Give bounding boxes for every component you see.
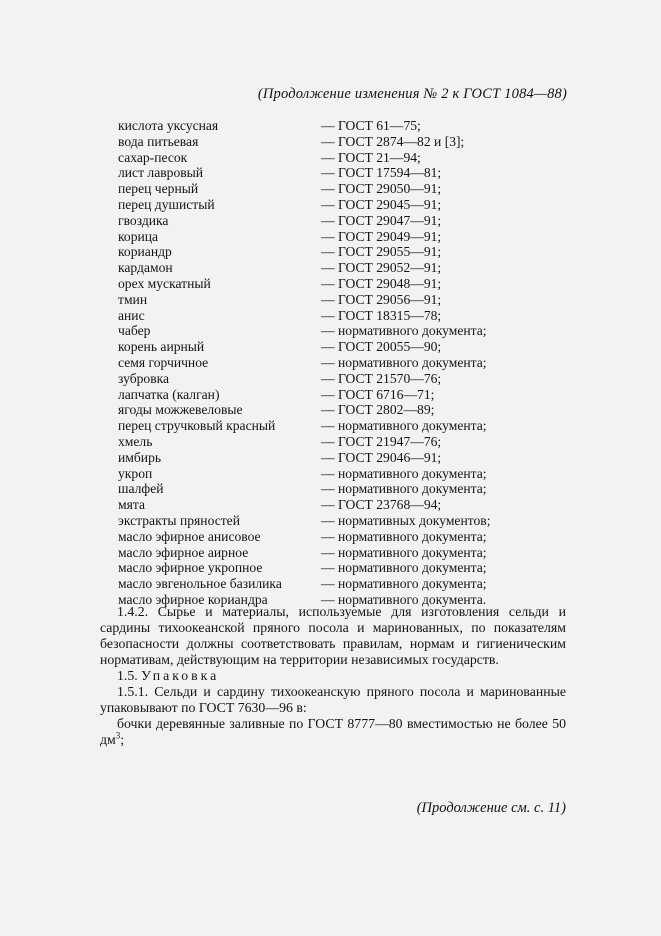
item-name: экстракты пряностей [118,512,240,528]
item-reference: — нормативного документа; [321,544,487,560]
barrels-text: бочки деревянные заливные по ГОСТ 8777—80 вместимостью не более 50 дм [100,716,566,747]
item-reference: — нормативного документа; [321,528,487,544]
item-reference: — ГОСТ 2802—89; [321,402,435,418]
item-reference: — ГОСТ 29049—91; [321,228,442,244]
list-item [118,497,578,513]
list-item [118,276,578,292]
list-item [118,450,578,466]
list-item [118,292,578,308]
item-name: мята [118,497,145,513]
list-item [118,197,578,213]
paragraph-barrels [100,716,566,748]
list-item [118,466,578,482]
list-item [118,260,578,276]
item-name: орех мускатный [118,275,211,291]
section-number: 1.5. [117,668,138,683]
item-name: корень аирный [118,339,205,355]
item-reference: — ГОСТ 29045—91; [321,196,442,212]
item-reference: — нормативного документа; [321,576,487,592]
item-reference: — ГОСТ 29050—91; [321,181,442,197]
materials-list [118,118,578,608]
item-reference: — ГОСТ 29046—91; [321,449,442,465]
list-item [118,181,578,197]
item-name: ягоды можжевеловые [118,402,243,418]
list-item [118,418,578,434]
item-reference: — ГОСТ 2874—82 и [3]; [321,133,465,149]
item-name: шалфей [118,481,164,497]
list-item [118,529,578,545]
item-reference: — ГОСТ 21947—76; [321,433,442,449]
item-reference: — нормативных документов; [321,512,491,528]
list-item [118,371,578,387]
item-name: кориандр [118,244,172,260]
list-item [118,118,578,134]
list-item [118,150,578,166]
item-reference: — нормативного документа; [321,323,487,339]
item-reference: — ГОСТ 29052—91; [321,260,442,276]
list-item [118,513,578,529]
item-name: масло эвгенольное базилика [118,576,282,592]
list-item [118,165,578,181]
list-item [118,434,578,450]
list-item [118,323,578,339]
item-name: хмель [118,433,153,449]
item-reference: — ГОСТ 29047—91; [321,212,442,228]
item-reference: — ГОСТ 17594—81; [321,165,442,181]
list-item [118,402,578,418]
barrels-end: ; [120,732,125,747]
item-name: укроп [118,465,153,481]
paragraph-1-5-1: 1.5.1. Сельди и сардину тихоокеанскую пряного посола и маринованные упаковывают по ГОСТ 7630—96 в: [100,684,566,715]
item-reference: — ГОСТ 21—94; [321,149,421,165]
list-item [118,308,578,324]
item-name: масло эфирное аирное [118,544,249,560]
list-item [118,229,578,245]
paragraph-1-4-2: 1.4.2. Сырье и материалы, используемые для изготовления сельди и сардины тихоокеанской пряного посола и маринованных, по показателям безопасности должны соответствовать правилам, нормам и гигиеническим нормативам, действующим на территории независимых государств. [100,604,566,667]
item-reference: — ГОСТ 29055—91; [321,244,442,260]
item-name: масло эфирное укропное [118,560,263,576]
item-name: масло эфирное кориандра [118,591,268,607]
item-name: чабер [118,323,151,339]
section-title: Упаковка [141,668,220,683]
item-name: перец стручковый красный [118,418,276,434]
item-name: перец душистый [118,196,215,212]
item-reference: — нормативного документа; [321,354,487,370]
item-reference: — ГОСТ 18315—78; [321,307,442,323]
list-item [118,481,578,497]
item-name: кардамон [118,260,173,276]
item-reference: — нормативного документа; [321,560,487,576]
item-name: корица [118,228,159,244]
item-name: гвоздика [118,212,169,228]
item-name: зубровка [118,370,170,386]
item-name: тмин [118,291,148,307]
item-reference: — нормативного документа; [321,418,487,434]
list-item [118,545,578,561]
list-item [118,213,578,229]
list-item [118,387,578,403]
list-item [118,339,578,355]
list-item [118,576,578,592]
barrels-superscript: 3 [115,730,121,741]
item-reference: — ГОСТ 29056—91; [321,291,442,307]
item-name: кислота уксусная [118,118,219,133]
item-reference: — ГОСТ 20055—90; [321,339,442,355]
section-1-5-heading [100,668,566,684]
continuation-header: (Продолжение изменения № 2 к ГОСТ 1084—88) [257,86,567,102]
item-reference: — нормативного документа. [321,591,487,607]
body-text [100,604,566,748]
item-reference: — ГОСТ 21570—76; [321,370,442,386]
list-item [118,355,578,371]
item-name: сахар-песок [118,149,188,165]
item-name: масло эфирное анисовое [118,528,261,544]
item-reference: — нормативного документа; [321,481,487,497]
item-reference: — ГОСТ 23768—94; [321,497,442,513]
item-name: семя горчичное [118,354,209,370]
item-name: анис [118,307,145,323]
item-name: имбирь [118,449,162,465]
list-item [118,244,578,260]
continuation-footer: (Продолжение см. с. 11) [416,800,566,816]
item-name: вода питьевая [118,133,199,149]
item-name: перец черный [118,181,199,197]
item-reference: — ГОСТ 6716—71; [321,386,435,402]
item-name: лапчатка (калган) [118,386,220,402]
list-item [118,560,578,576]
item-reference: — нормативного документа; [321,465,487,481]
item-reference: — ГОСТ 61—75; [321,118,421,133]
item-name: лист лавровый [118,165,204,181]
list-item [118,134,578,150]
item-reference: — ГОСТ 29048—91; [321,275,442,291]
